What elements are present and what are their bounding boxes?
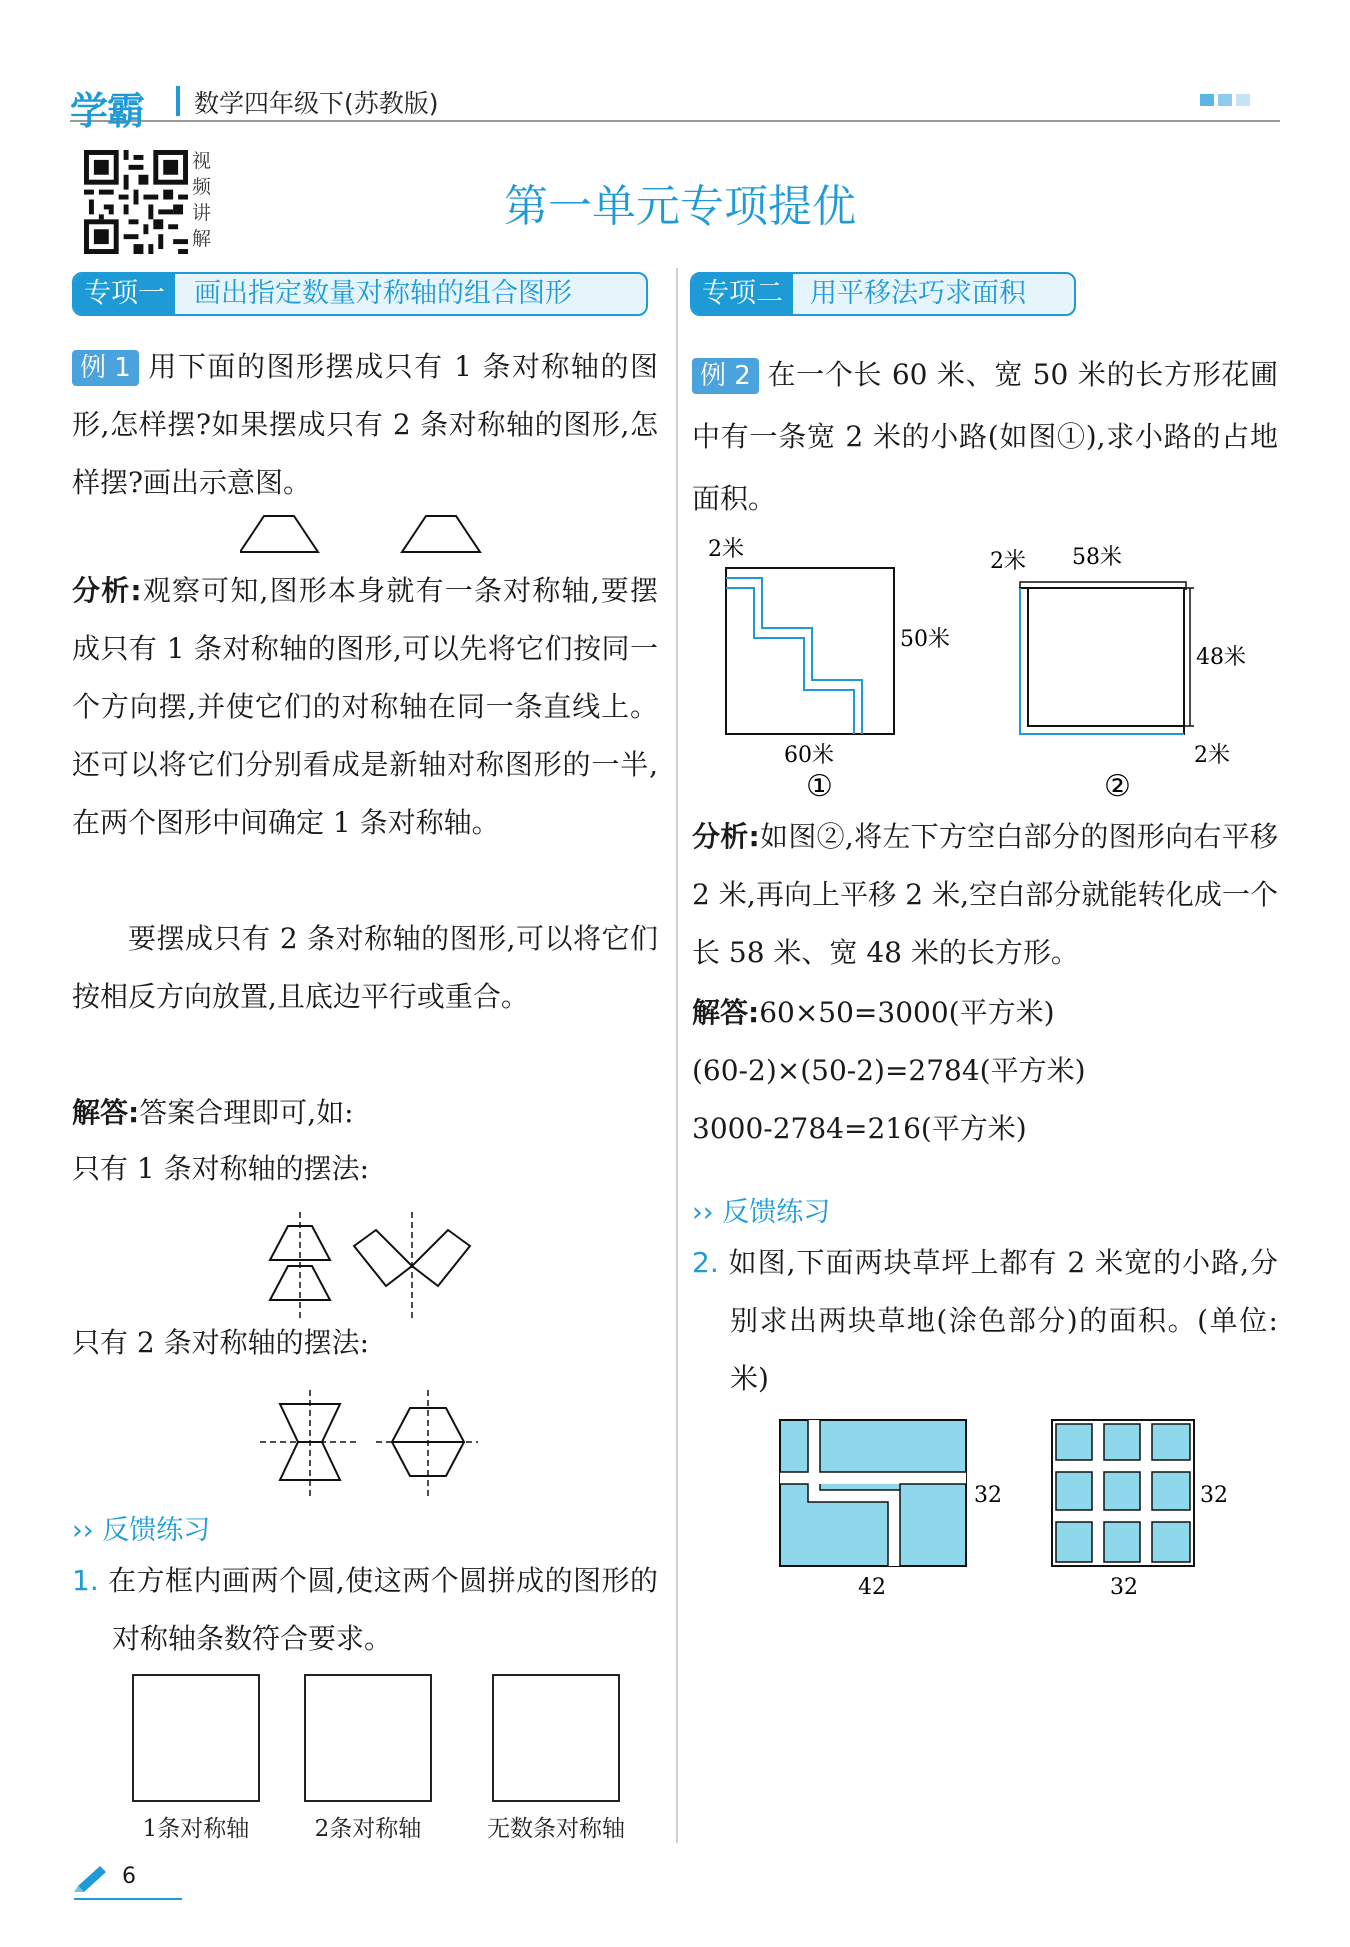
question-text: 如图,下面两块草坪上都有 2 米宽的小路,分别求出两块草地(涂色部分)的面积。(单位:米) xyxy=(728,1246,1278,1395)
example-1 xyxy=(72,338,658,512)
analysis-text-1: 观察可知,图形本身就有一条对称轴,要摆成只有 1 条对称轴的图形,可以先将它们按同一个方向摆,并使它们的对称轴在同一条直线上。还可以将它们分别看成是新轴对称图形的一半,在两个图形中间确定 1 条对称轴。 xyxy=(72,574,658,839)
analysis-label: 分析: xyxy=(692,820,760,853)
fig1-bottom-label: 60米 xyxy=(784,743,834,768)
answer-left xyxy=(72,1084,658,1142)
fig2-number: ② xyxy=(1104,769,1131,798)
calc-line-2: (60-2)×(50-2)=2784(平方米) xyxy=(692,1054,1086,1087)
header-square-1 xyxy=(1200,94,1214,106)
footer-line xyxy=(74,1898,182,1900)
section-title: 用平移法巧求面积 xyxy=(810,278,1026,309)
box-caption-1: 1条对称轴 xyxy=(142,1816,250,1842)
figure-2 xyxy=(980,530,1280,798)
header-square-3 xyxy=(1236,94,1250,106)
question-1 xyxy=(72,1552,658,1668)
lawn-1 xyxy=(778,1418,1038,1600)
question-2 xyxy=(692,1234,1278,1408)
page-number: 6 xyxy=(122,1864,136,1889)
example-2 xyxy=(692,344,1278,530)
section-header-right xyxy=(690,272,1076,316)
lawn1-bottom-label: 42 xyxy=(858,1575,886,1600)
one-axis-label: 只有 1 条对称轴的摆法: xyxy=(72,1152,370,1185)
header-square-2 xyxy=(1218,94,1232,106)
analysis-left xyxy=(72,562,658,852)
answer-text: 答案合理即可,如: xyxy=(139,1096,354,1129)
two-axis-label: 只有 2 条对称轴的摆法: xyxy=(72,1326,370,1359)
example-tag: 例 1 xyxy=(72,350,139,386)
lawn1-right-label: 32 xyxy=(974,1483,1002,1508)
example-question: 用下面的图形摆成只有 1 条对称轴的图形,怎样摆?如果摆成只有 2 条对称轴的图形,怎样摆?画出示意图。 xyxy=(72,350,658,499)
trapezoid-pair xyxy=(240,510,500,556)
section-tag: 专项一 xyxy=(74,274,175,314)
pencil-icon xyxy=(74,1862,110,1892)
draw-box-2[interactable] xyxy=(304,1674,432,1802)
lawn2-bottom-label: 32 xyxy=(1110,1575,1138,1600)
section-header-left xyxy=(72,272,648,316)
chevron-right-icon: ›› xyxy=(72,1515,94,1546)
fig1-number: ① xyxy=(806,769,833,798)
fig2-bottomright-label: 2米 xyxy=(1194,743,1230,768)
figure-1 xyxy=(700,528,960,798)
feedback-label: 反馈练习 xyxy=(102,1515,211,1546)
column-divider xyxy=(676,268,678,1843)
answer-label: 解答: xyxy=(72,1096,140,1129)
draw-box-1[interactable] xyxy=(132,1674,260,1802)
qr-label: 视频讲解 xyxy=(192,150,212,250)
question-text: 在方框内画两个圆,使这两个圆拼成的图形的对称轴条数符合要求。 xyxy=(108,1564,658,1655)
question-number: 1. xyxy=(72,1564,99,1597)
section-tag: 专项二 xyxy=(692,274,793,314)
draw-box-3[interactable] xyxy=(492,1674,620,1802)
fig1-right-label: 50米 xyxy=(900,627,950,652)
analysis-label: 分析: xyxy=(72,574,142,607)
question-number: 2. xyxy=(692,1246,719,1279)
fig2-right-label: 48米 xyxy=(1196,645,1246,670)
one-axis-figures xyxy=(258,1210,478,1320)
fig1-top-label: 2米 xyxy=(708,537,744,562)
brand-divider xyxy=(176,86,180,116)
brand-logo: 学霸 xyxy=(70,89,145,133)
feedback-heading-left xyxy=(72,1508,210,1547)
chevron-right-icon: ›› xyxy=(692,1197,714,1228)
analysis-text: 如图②,将左下方空白部分的图形向右平移 2 米,再向上平移 2 米,空白部分就能转化成一个长 58 米、宽 48 米的长方形。 xyxy=(692,820,1278,969)
box-caption-3: 无数条对称轴 xyxy=(487,1816,625,1842)
section-title: 画出指定数量对称轴的组合图形 xyxy=(194,278,572,309)
calc-line-3: 3000-2784=216(平方米) xyxy=(692,1112,1027,1145)
example-tag: 例 2 xyxy=(692,358,759,394)
feedback-label: 反馈练习 xyxy=(722,1197,831,1228)
unit-title: 第一单元专项提优 xyxy=(504,181,856,232)
feedback-heading-right xyxy=(692,1190,830,1229)
calc-line-1: 60×50=3000(平方米) xyxy=(759,996,1055,1029)
box-caption-2: 2条对称轴 xyxy=(314,1816,422,1842)
analysis-right xyxy=(692,808,1278,982)
lawn-2 xyxy=(1050,1418,1276,1600)
answer-label: 解答: xyxy=(692,996,760,1029)
book-title: 数学四年级下(苏教版) xyxy=(194,89,439,118)
analysis-left-p2: 要摆成只有 2 条对称轴的图形,可以将它们按相反方向放置,且底边平行或重合。 xyxy=(72,922,658,1013)
page-header xyxy=(70,78,1280,133)
example-question: 在一个长 60 米、宽 50 米的长方形花圃中有一条宽 2 米的小路(如图①),求小路的占地面积。 xyxy=(692,358,1278,515)
two-axis-figures xyxy=(258,1388,478,1498)
answer-right xyxy=(692,984,1278,1042)
lawn2-right-label: 32 xyxy=(1200,1483,1228,1508)
fig2-topleft-label: 2米 xyxy=(990,549,1026,574)
fig2-top-label: 58米 xyxy=(1072,545,1122,570)
